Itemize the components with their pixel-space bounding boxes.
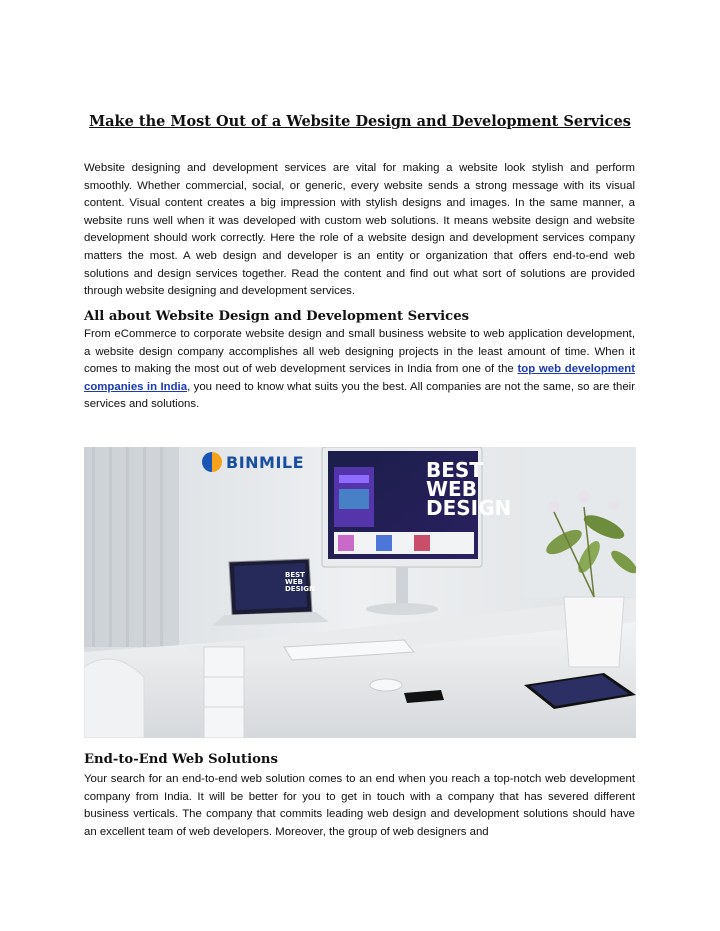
about-paragraph	[84, 326, 635, 414]
monitor-headline: BEST WEB DESIGN	[426, 458, 512, 520]
top-companies-link[interactable]: top web development companies in India	[84, 363, 635, 393]
logo-mark-icon	[202, 452, 222, 472]
section-heading-about: All about Website Design and Development Services	[84, 309, 470, 324]
intro-paragraph: Website designing and development services are vital for making a website look stylish and perform smoothly. Whether commercial, social, or generic, every website sends a strong message with its visual content. Visual content creates a big impression with stylish designs and images. In the same manner, a website runs well when it was developed with custom web solutions. It means website design and website development should work correctly. Here the role of a website design and development services company matters the most. A web design and developer is an entity or organization that offers end-to-end web solutions and design services together. Read the content and find out what sort of solutions are provided through website designing and development services.	[84, 162, 635, 298]
binmile-logo	[202, 452, 304, 472]
office-workspace-photo	[84, 447, 636, 738]
window-blinds	[84, 447, 179, 647]
laptop-headline: BEST WEB DESIGN	[285, 571, 315, 593]
end-to-end-paragraph: Your search for an end-to-end web solution comes to an end when you reach a top-notch web development company from India. It will be better for you to get in touch with a company that has severed different business verticals. The company that commits leading web design and development solutions should have an excellent team of web developers. Moreover, the group of web designers and	[84, 773, 635, 838]
about-text-start: From eCommerce to corporate website design and small business website to web application development, a website design company accomplishes all web designing projects in the least amount of time. When it comes to making the most out of web development services in India from one of the	[84, 328, 635, 376]
photo-illustration	[84, 447, 636, 738]
section-heading-end-to-end: End-to-End Web Solutions	[84, 752, 278, 767]
document-title: Make the Most Out of a Website Design and Development Services	[89, 113, 631, 130]
logo-text: BINMILE	[226, 452, 305, 472]
about-text-end: , you need to know what suits you the best. All companies are not the same, so are their services and solutions.	[84, 380, 635, 411]
